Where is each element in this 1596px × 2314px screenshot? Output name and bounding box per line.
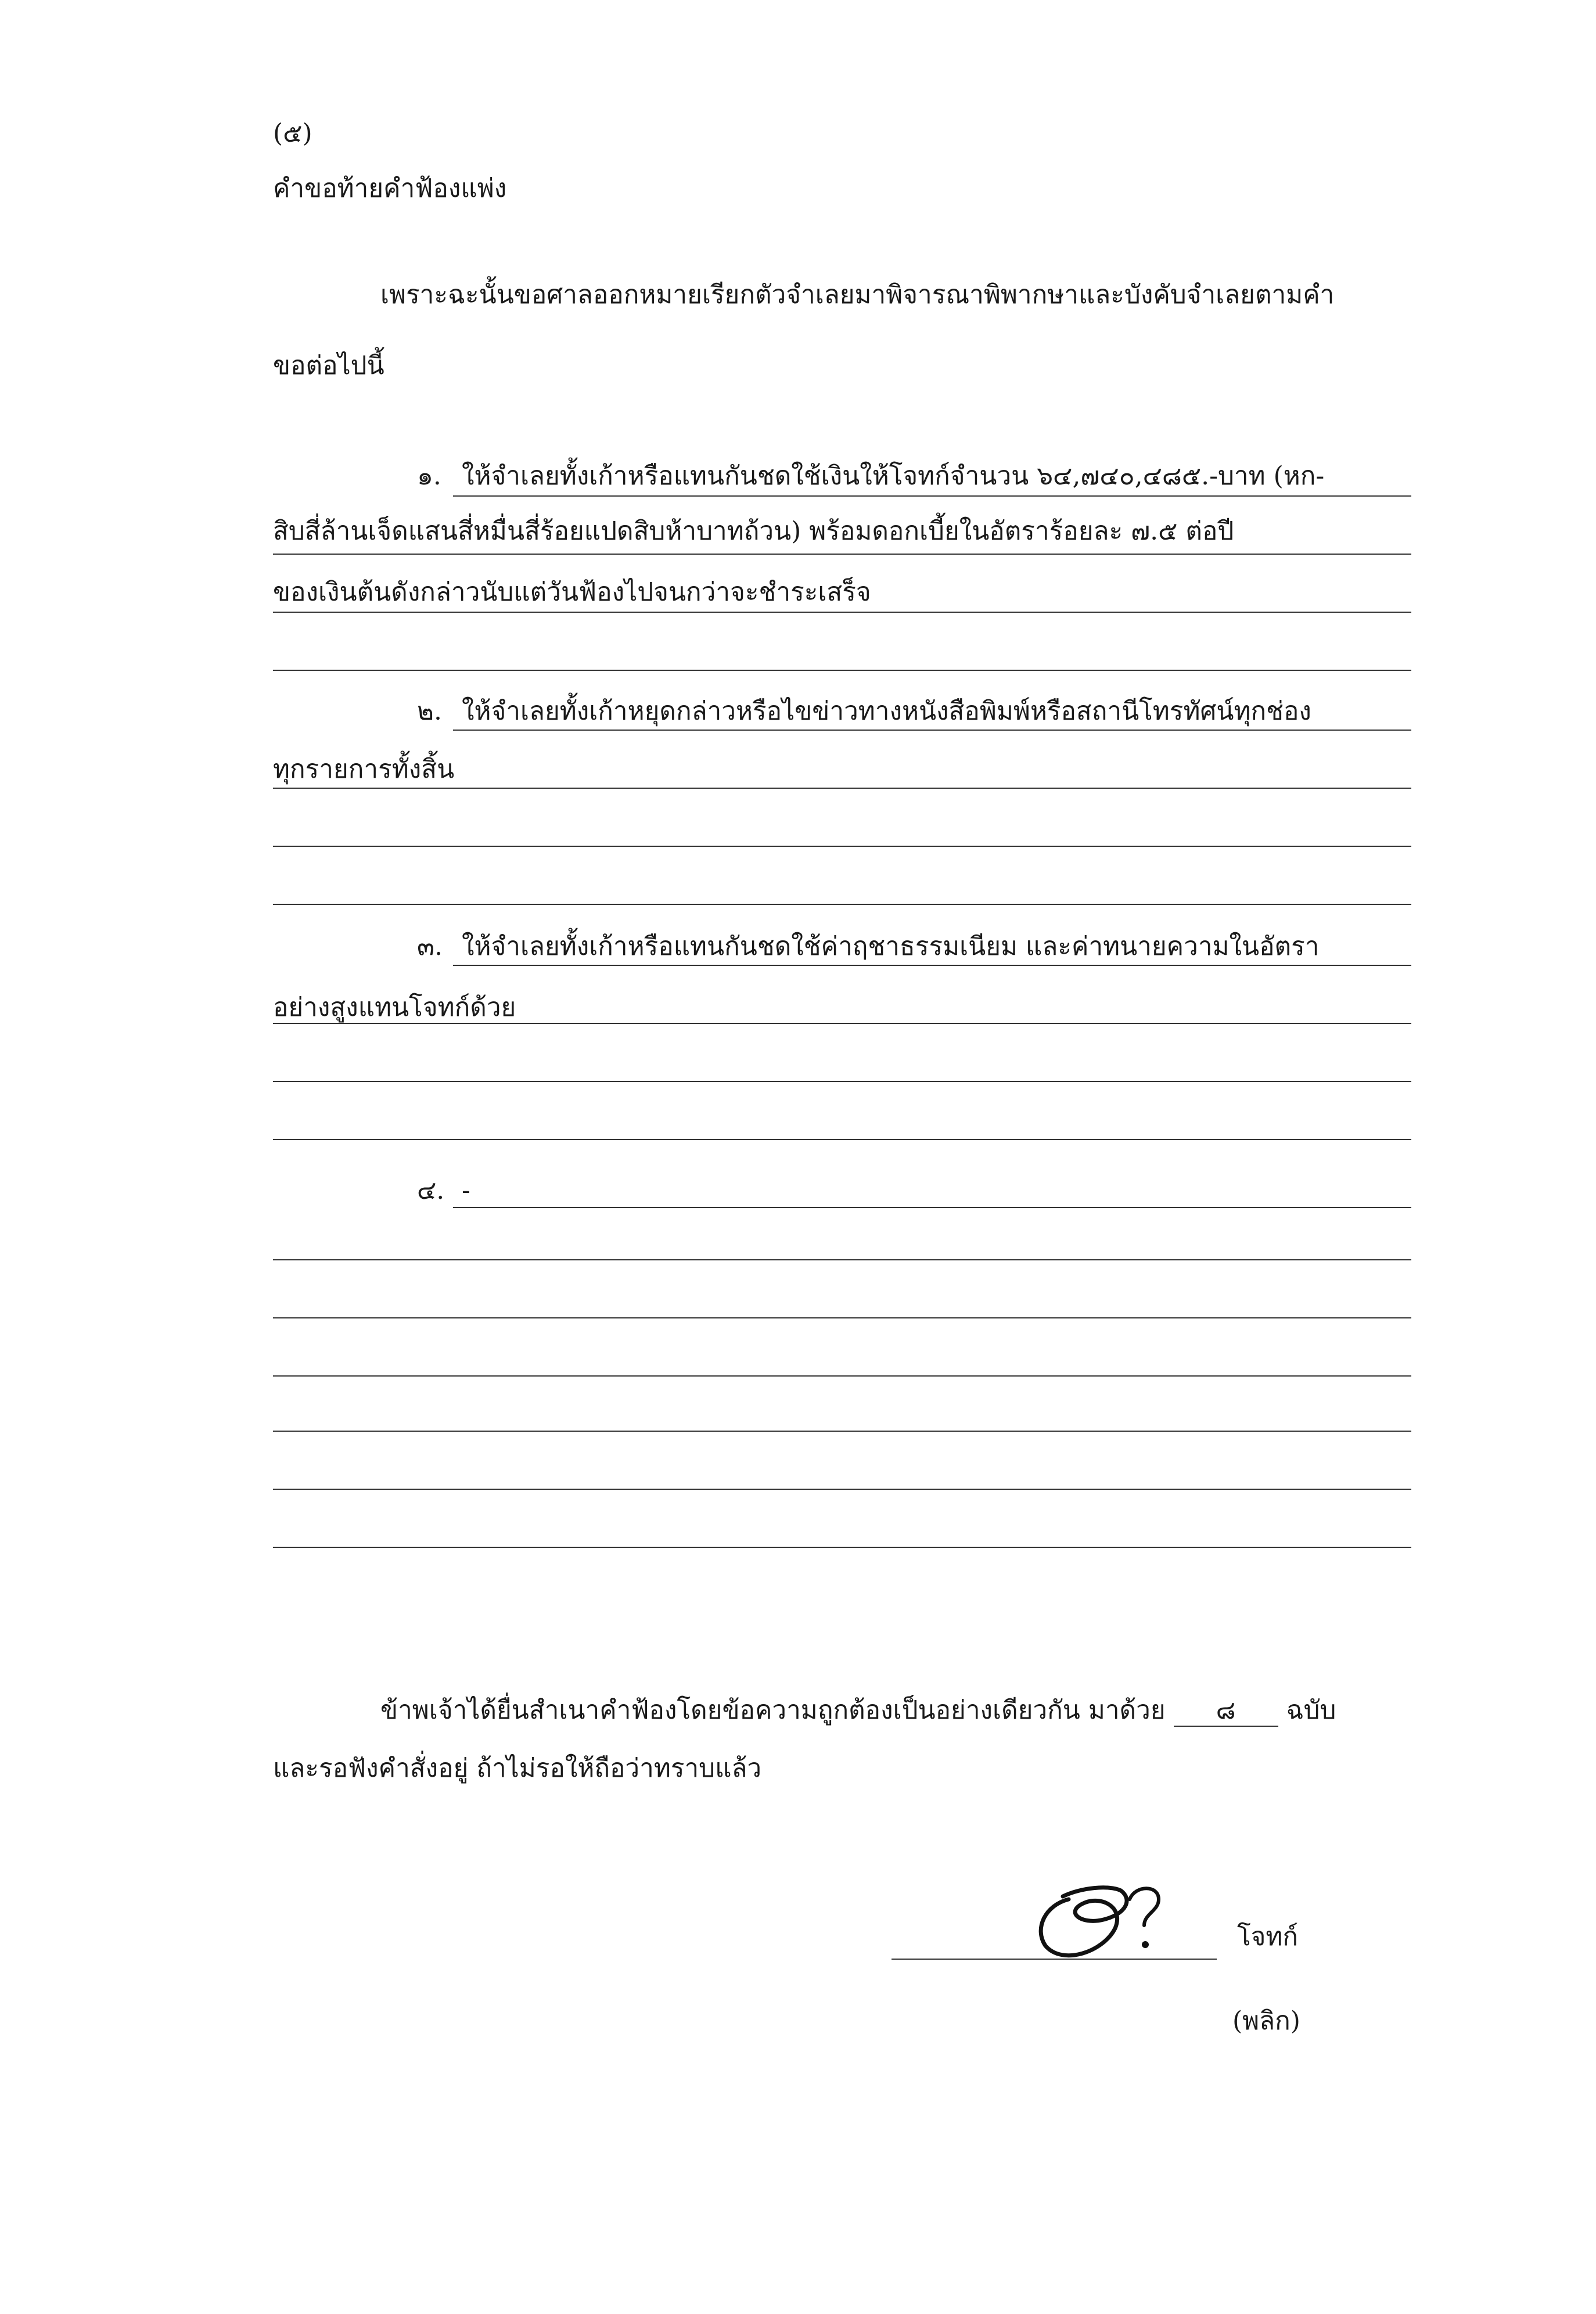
page-number: (๕): [273, 118, 312, 148]
document-heading: คำขอท้ายคำฟ้องแพ่ง: [273, 174, 507, 203]
ruled-line: [273, 1431, 1411, 1432]
item-2-line-2: ทุกรายการทั้งสิ้น: [273, 754, 455, 784]
ruled-line: [273, 1259, 1411, 1260]
signature-role: โจทก์: [1237, 1922, 1299, 1952]
ruled-line: [453, 1207, 1411, 1208]
item-3-line-1: ให้จำเลยทั้งเก้าหรือแทนกันชดใช้ค่าฤชาธรรมเนียม และค่าทนายความในอัตรา: [462, 932, 1320, 961]
closing-text-before: ข้าพเจ้าได้ยื่นสำเนาคำฟ้องโดยข้อความถูกต้องเป็นอย่างเดียวกัน มาด้วย: [380, 1695, 1166, 1725]
signature-line: [892, 1959, 1217, 1960]
item-2-line-1: ให้จำเลยทั้งเก้าหยุดกล่าวหรือไขข่าวทางหนังสือพิมพ์หรือสถานีโทรทัศน์ทุกช่อง: [462, 696, 1311, 726]
item-2-number: ๒.: [417, 696, 442, 726]
ruled-line: [273, 612, 1411, 613]
closing-line-2: และรอฟังคำสั่งอยู่ ถ้าไม่รอให้ถือว่าทราบแล้ว: [273, 1754, 762, 1783]
ruled-line: [273, 670, 1411, 671]
ruled-line: [453, 730, 1411, 731]
closing-line-1: [380, 1693, 1336, 1728]
item-4-line-1: -: [462, 1176, 470, 1205]
copies-count: ๘: [1174, 1695, 1278, 1727]
ruled-line: [453, 965, 1411, 966]
ruled-line: [273, 1375, 1411, 1377]
intro-line-2: ขอต่อไปนี้: [273, 351, 384, 380]
ruled-line: [273, 904, 1411, 905]
item-3-line-2: อย่างสูงแทนโจทก์ด้วย: [273, 993, 516, 1022]
ruled-line: [273, 1317, 1411, 1318]
item-1-line-3: ของเงินต้นดังกล่าวนับแต่วันฟ้องไปจนกว่าจะชำระเสร็จ: [273, 577, 871, 607]
intro-line-1: เพราะฉะนั้นขอศาลออกหมายเรียกตัวจำเลยมาพิจารณาพิพากษาและบังคับจำเลยตามคำ: [380, 280, 1335, 310]
ruled-line: [273, 1023, 1411, 1024]
turn-over-note: (พลิก): [1232, 2006, 1300, 2036]
ruled-line: [273, 1081, 1411, 1082]
ruled-line: [273, 554, 1411, 555]
item-1-line-2: สิบสี่ล้านเจ็ดแสนสี่หมื่นสี่ร้อยแปดสิบห้าบาทถ้วน) พร้อมดอกเบี้ยในอัตราร้อยละ ๗.๕ ต่อปี: [273, 516, 1234, 546]
item-1-number: ๑.: [417, 461, 441, 491]
ruled-line: [273, 1547, 1411, 1548]
ruled-line: [273, 1489, 1411, 1490]
item-1-line-1: ให้จำเลยทั้งเก้าหรือแทนกันชดใช้เงินให้โจทก์จำนวน ๖๔,๗๔๐,๔๘๕.-บาท (หก-: [462, 461, 1325, 491]
ruled-line: [273, 788, 1411, 789]
ruled-line: [453, 495, 1411, 497]
closing-text-after: ฉบับ: [1286, 1695, 1336, 1725]
ruled-line: [273, 846, 1411, 847]
item-3-number: ๓.: [417, 932, 443, 961]
signature-mark: [1028, 1864, 1179, 1969]
ruled-line: [273, 1139, 1411, 1140]
item-4-number: ๔.: [417, 1176, 445, 1205]
